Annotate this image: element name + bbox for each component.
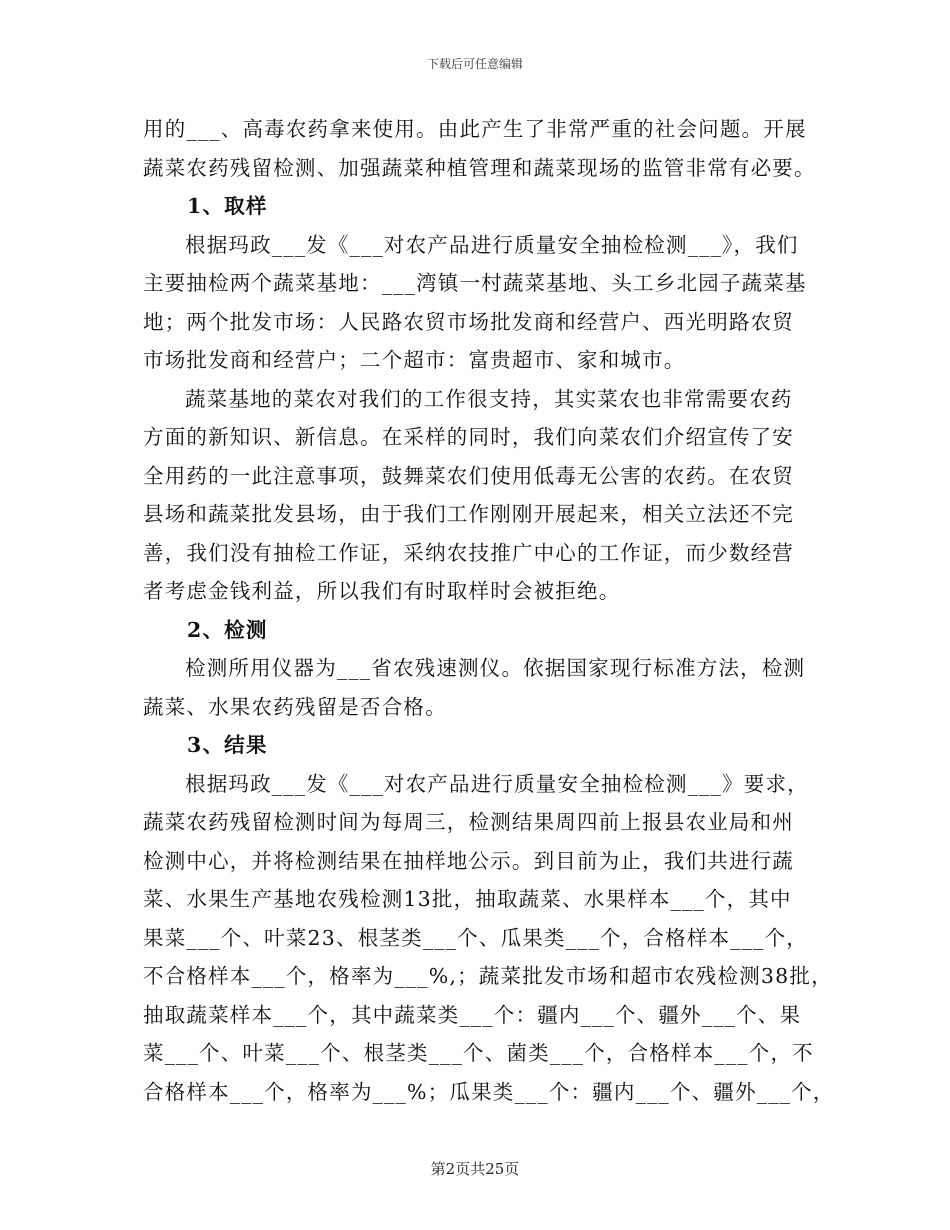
text-line: 菜___个、叶菜___个、根茎类___个、菌类___个，合格样本___个，不 [143,1041,814,1065]
text-line: 县场和蔬菜批发县场，由于我们工作刚刚开展起来，相关立法还不完 [143,502,794,526]
text-line: 蔬菜、水果农药残留是否合格。 [143,694,447,719]
section-heading: 2、检测 [187,617,268,642]
text-line: 善，我们没有抽检工作证，采纳农技推广中心的工作证，而少数经营 [143,540,794,565]
section-heading: 1、取样 [187,194,268,218]
text-line: 者考虑金钱利益，所以我们有时取样时会被拒绝。 [143,579,621,603]
text-line: 检测中心，并将检测结果在抽样地公示。到目前为止，我们共进行蔬 [143,848,794,873]
text-line: 地；两个批发市场：人民路农贸市场批发商和经营户、西光明路农贸 [143,309,794,334]
text-line: 根据玛政___发《___对农产品进行质量安全抽检检测___》，我们 [185,232,799,257]
text-line: 蔬菜基地的菜农对我们的工作很支持，其实菜农也非常需要农药 [185,386,793,411]
text-line: 全用药的一此注意事项，鼓舞菜农们使用低毒无公害的农药。在农贸 [143,463,794,488]
text-line: 合格样本___个，格率为___%；瓜果类___个：疆内___个、疆外___个， [143,1079,835,1104]
text-line: 检测所用仪器为___省农残速测仪。依据国家现行标准方法，检测 [185,656,806,680]
text-line: 方面的新知识、新信息。在采样的同时，我们向菜农们介绍宣传了安 [143,425,794,449]
text-line: 蔬菜农药残留检测时间为每周三，检测结果周四前上报县农业局和州 [143,810,794,834]
document-body [143,110,835,1111]
text-line: 蔬菜农药残留检测、加强蔬菜种植管理和蔬菜现场的监管非常有必要。 [143,155,816,180]
section-heading: 3、结果 [187,733,268,757]
text-line: 主要抽检两个蔬菜基地：___湾镇一村蔬菜基地、头工乡北园子蔬菜基 [143,271,807,295]
text-line: 果菜___个、叶菜23、根茎类___个、瓜果类___个，合格样本___个， [143,925,808,950]
text-line: 市场批发商和经营户；二个超市：富贵超市、家和城市。 [143,348,686,372]
text-line: 根据玛政___发《___对农产品进行质量安全抽检检测___》要求， [185,771,809,796]
text-line: 用的___、高毒农药拿来使用。由此产生了非常严重的社会问题。开展 [143,117,807,141]
text-line: 不合格样本___个，格率为___%,；蔬菜批发市场和超市农残检测38批， [143,964,833,988]
text-line: 菜、水果生产基地农残检测13批，抽取蔬菜、水果样本___个，其中 [143,887,792,911]
text-line: 抽取蔬菜样本___个，其中蔬菜类___个：疆内___个、疆外___个、果 [143,1002,802,1027]
page-footer: 第2页共25页 [430,1160,520,1178]
page-header: 下载后可任意编辑 [426,57,523,71]
